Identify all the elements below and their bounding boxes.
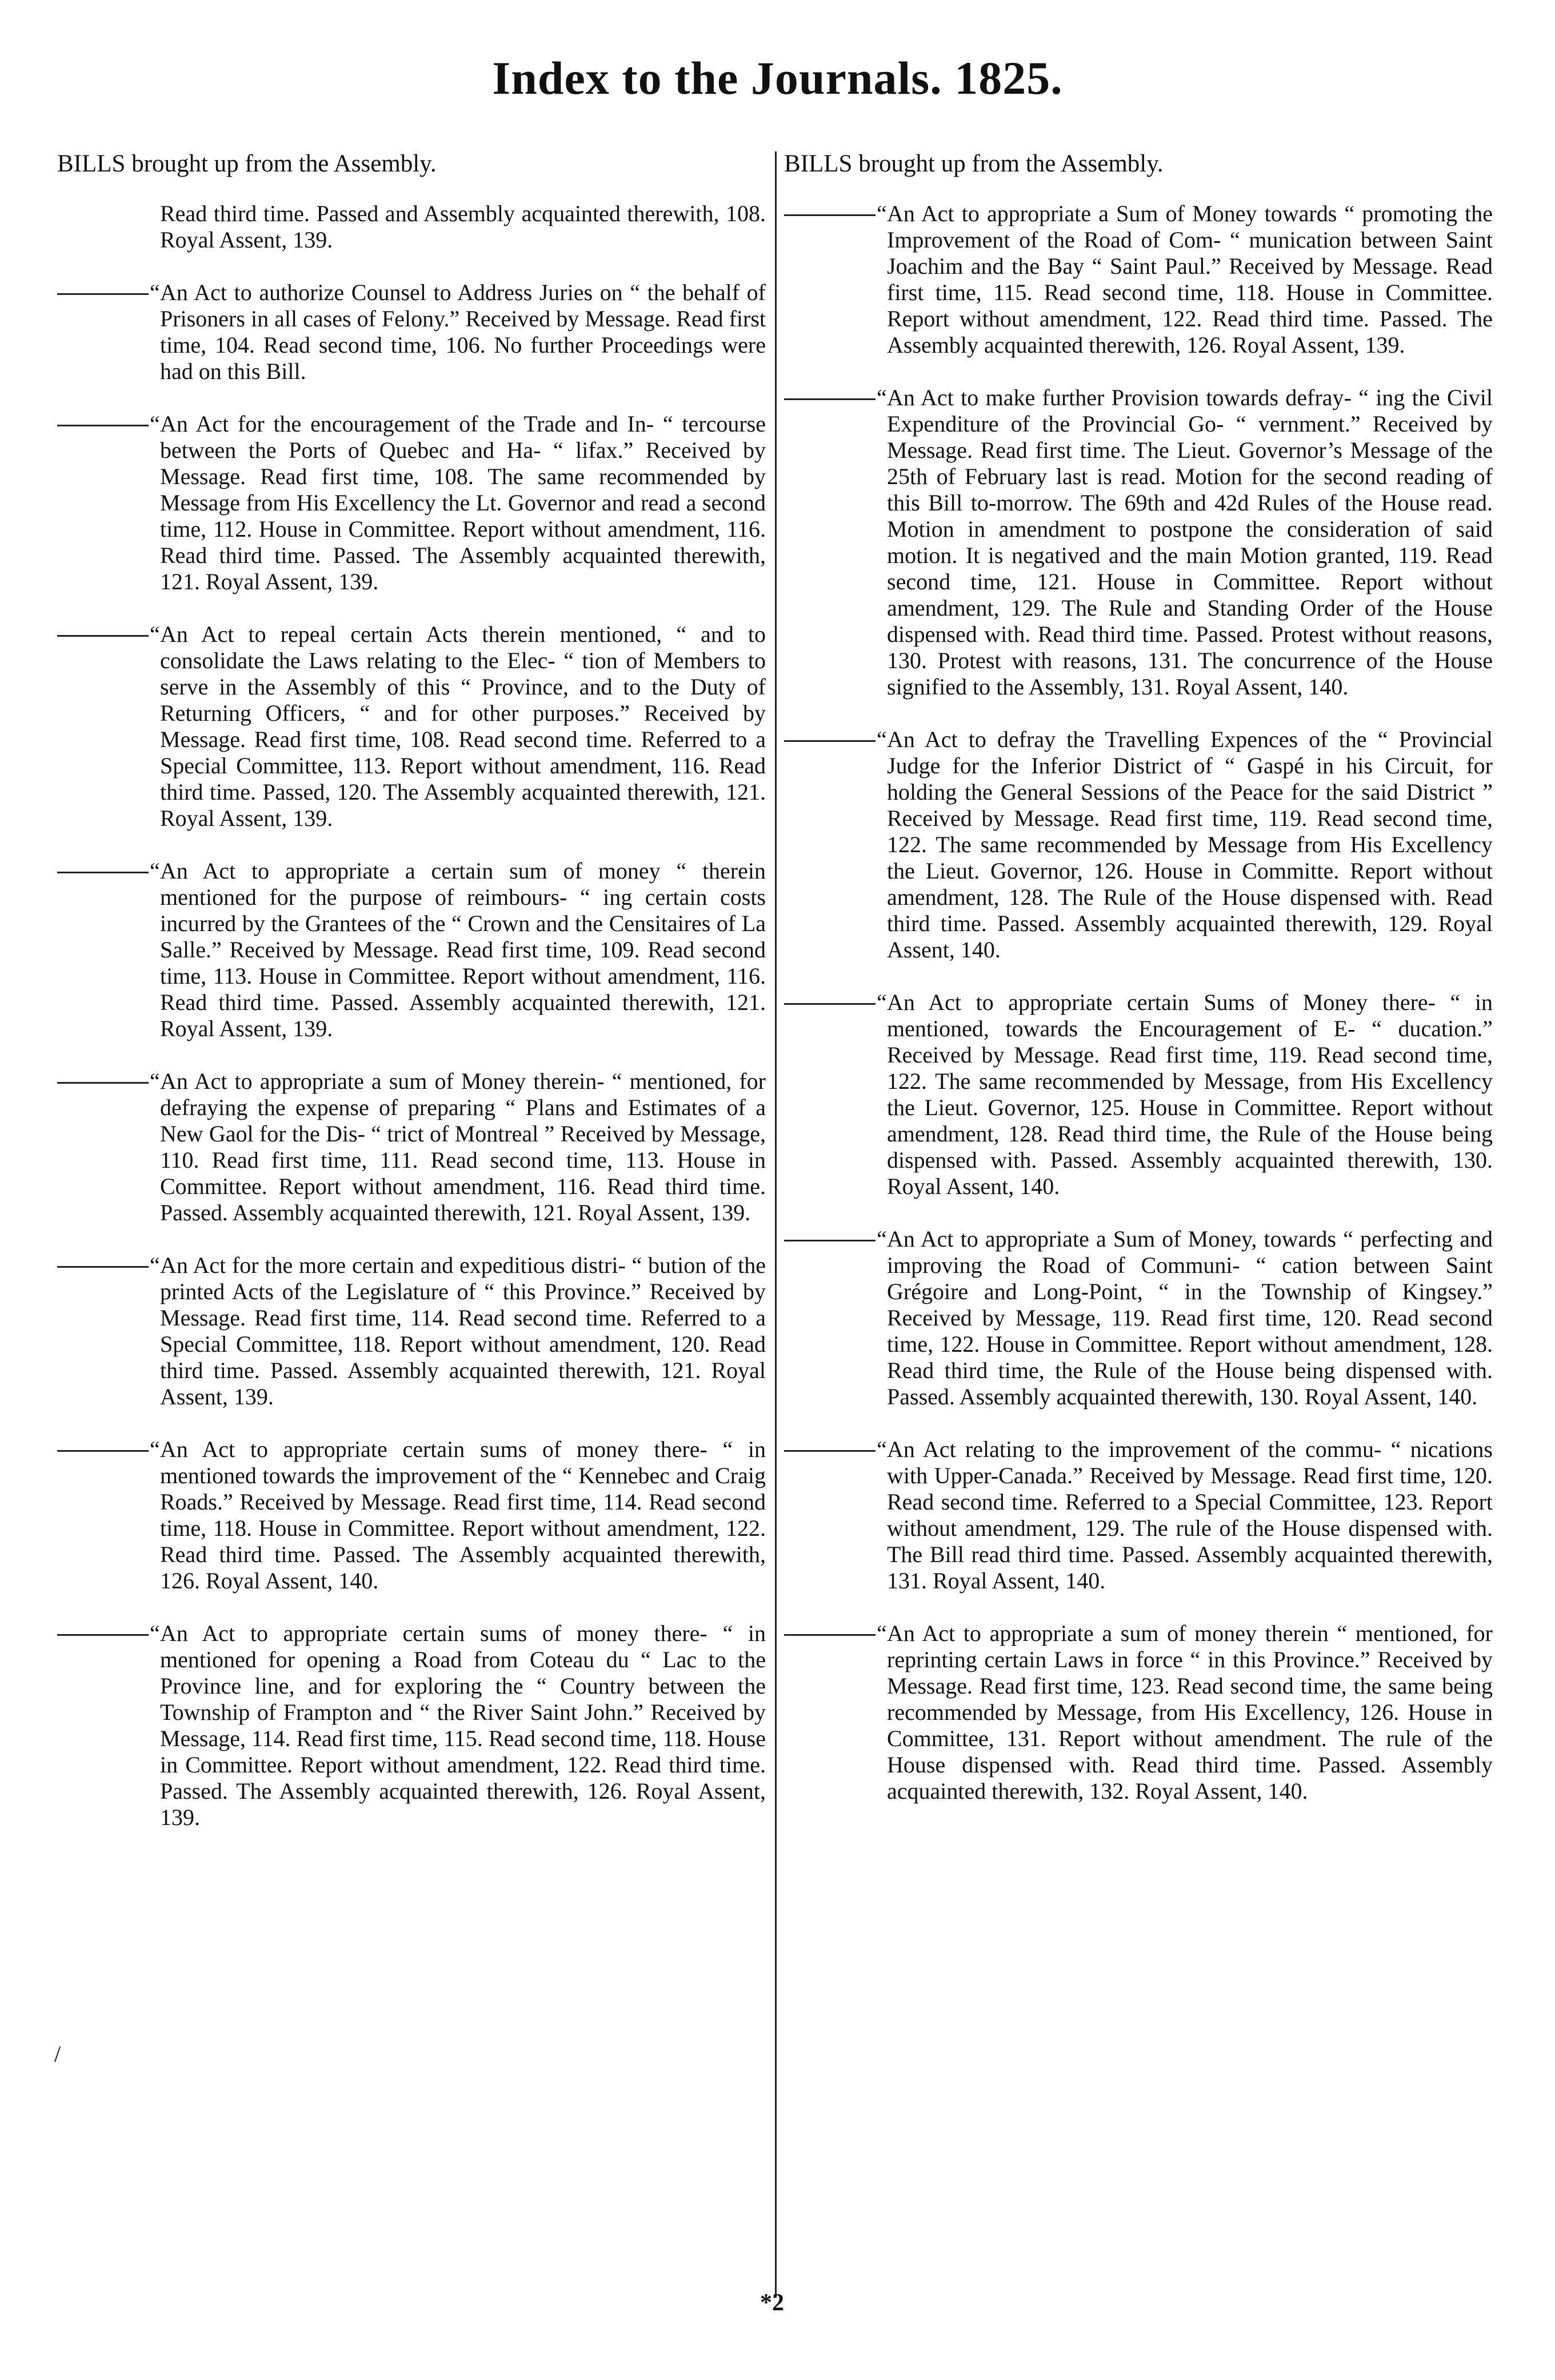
- bill-entry: “ An Act to repeal certain Acts therein mentioned, “ and to consolidate the Laws relating to the Elec- “ tion of Members to serve in the Assembly of this “ Province, and to the Duty of Returning Officers, “ and for other purposes.” Received by Message. Read first time, 108. Read second time. Referred to a Special Committee, 113. Report without amendment, 116. Read third time. Passed, 120. The Assembly acquainted therewith, 121. Royal Assent, 139.: [57, 621, 766, 832]
- bill-entry: “ An Act to appropriate a certain sum of money “ therein mentioned for the purpose of reimbours- “ ing certain costs incurred by the Grantees of the “ Crown and the Censitaires of La Salle.” Received by Message. Read first time, 109. Read second time, 113. House in Committee. Report without amendment, 116. Read third time. Passed. Assembly acquainted therewith, 121. Royal Assent, 139.: [57, 858, 766, 1042]
- bill-entry-text: An Act to appropriate a Sum of Money towards “ promoting the Improvement of the Road of Com- “ munication between Saint Joachim and the Bay “ Saint Paul.” Received by Message. Read first time, 115. Read second time, 118. House in Committee. Report without amendment, 122. Read third time. Passed. The Assembly acquainted therewith, 126. Royal Assent, 139.: [887, 201, 1493, 358]
- bill-entry-text: An Act for the encouragement of the Trade and In- “ tercourse between the Ports of Quebec and Ha- “ lifax.” Received by Message. Read first time, 108. The same recommended by Message from His Excellency the Lt. Governor and read a second time, 112. House in Committee. Report without amendment, 116. Read third time. Passed. The Assembly acquainted therewith, 121. Royal Assent, 139.: [160, 411, 766, 594]
- left-column-heading: BILLS brought up from the Assembly.: [57, 150, 437, 177]
- bill-entry: “ An Act to appropriate a sum of Money therein- “ mentioned, for defraying the expense of preparing “ Plans and Estimates of a New Gaol for the Dis- “ trict of Montreal ” Received by Message, 110. Read first time, 111. Read second time, 113. House in Committee. Report without amendment, 116. Read third time. Passed. Assembly acquainted therewith, 121. Royal Assent, 139.: [57, 1068, 766, 1226]
- bill-entry-text: An Act to make further Provision towards defray- “ ing the Civil Expenditure of the Provincial Go- “ vernment.” Received by Message. Read first time. The Lieut. Governor’s Message of the 25th of February last is read. Motion for the second reading of this Bill to-morrow. The 69th and 42d Rules of the House read. Motion in amendment to postpone the consideration of said motion. It is negatived and the main Motion granted, 119. Read second time, 121. House in Committee. Report without amendment, 129. The Rule and Standing Order of the House dispensed with. Read third time. Passed. Protest without reasons, 130. Protest with reasons, 131. The concurrence of the House signified to the Assembly, 131. Royal Assent, 140.: [887, 385, 1493, 700]
- page-title: Index to the Journals. 1825.: [492, 52, 1063, 104]
- margin-mark: /: [54, 2041, 61, 2067]
- bill-entry: “ An Act to appropriate certain sums of money there- “ in mentioned towards the improvement of the “ Kennebec and Craig Roads.” Received by Message. Read first time, 114. Read second time, 118. House in Committee. Report without amendment, 122. Read third time. Passed. The Assembly acquainted therewith, 126. Royal Assent, 140.: [57, 1436, 766, 1594]
- bill-entry-text: An Act to appropriate certain Sums of Money there- “ in mentioned, towards the Encouragement of E- “ ducation.” Received by Message. Read first time, 119. Read second time, 122. The same recommended by Message, from His Excellency the Lieut. Governor, 125. House in Committee. Report without amendment, 128. Read third time, the Rule of the House being dispensed with. Passed. Assembly acquainted therewith, 130. Royal Assent, 140.: [887, 989, 1493, 1199]
- bill-entry: “ An Act to appropriate certain sums of money there- “ in mentioned for opening a Road from Coteau du “ Lac to the Province line, and for exploring the “ Country between the Township of Frampton and “ the River Saint John.” Received by Message, 114. Read first time, 115. Read second time, 118. House in Committee. Report without amendment, 122. Read third time. Passed. The Assembly acquainted therewith, 126. Royal Assent, 139.: [57, 1620, 766, 1831]
- bill-entry-text: An Act relating to the improvement of the commu- “ nications with Upper-Canada.” Received by Message. Read first time, 120. Read second time. Referred to a Special Committee, 123. Report without amendment, 129. The rule of the House dispensed with. The Bill read third time. Passed. Assembly acquainted therewith, 131. Royal Assent, 140.: [887, 1436, 1493, 1594]
- bill-entry: “ An Act to make further Provision towards defray- “ ing the Civil Expenditure of the Provincial Go- “ vernment.” Received by Message. Read first time. The Lieut. Governor’s Message of the 25th of February last is read. Motion for the second reading of this Bill to-morrow. The 69th and 42d Rules of the House read. Motion in amendment to postpone the consideration of said motion. It is negatived and the main Motion granted, 119. Read second time, 121. House in Committee. Report without amendment, 129. The Rule and Standing Order of the House dispensed with. Read third time. Passed. Protest without reasons, 130. Protest with reasons, 131. The concurrence of the House signified to the Assembly, 131. Royal Assent, 140.: [784, 385, 1493, 700]
- bill-entry: “ An Act to defray the Travelling Expences of the “ Provincial Judge for the Inferior District of “ Gaspé in his Circuit, for holding the General Sessions of the Peace for the said District ” Received by Message. Read first time, 119. Read second time, 122. The same recommended by Message from His Excellency the Lieut. Governor, 126. House in Committe. Report without amendment, 128. The Rule of the House dispensed with. Read third time. Passed. Assembly acquainted therewith, 129. Royal Assent, 140.: [784, 726, 1493, 963]
- bill-entry-text: An Act to appropriate certain sums of money there- “ in mentioned for opening a Road from Coteau du “ Lac to the Province line, and for exploring the “ Country between the Township of Frampton and “ the River Saint John.” Received by Message, 114. Read first time, 115. Read second time, 118. House in Committee. Report without amendment, 122. Read third time. Passed. The Assembly acquainted therewith, 126. Royal Assent, 139.: [160, 1620, 766, 1830]
- bill-entry: “ An Act to appropriate certain Sums of Money there- “ in mentioned, towards the Encouragement of E- “ ducation.” Received by Message. Read first time, 119. Read second time, 122. The same recommended by Message, from His Excellency the Lieut. Governor, 125. House in Committee. Report without amendment, 128. Read third time, the Rule of the House being dispensed with. Passed. Assembly acquainted therewith, 130. Royal Assent, 140.: [784, 989, 1493, 1200]
- bill-entry: “ An Act to appropriate a Sum of Money towards “ promoting the Improvement of the Road of Com- “ munication between Saint Joachim and the Bay “ Saint Paul.” Received by Message. Read first time, 115. Read second time, 118. House in Committee. Report without amendment, 122. Read third time. Passed. The Assembly acquainted therewith, 126. Royal Assent, 139.: [784, 201, 1493, 358]
- bill-entry: “ An Act for the more certain and expeditious distri- “ bution of the printed Acts of the Legislature of “ this Province.” Received by Message. Read first time, 114. Read second time. Referred to a Special Committee, 118. Report without amendment, 120. Read third time. Passed. Assembly acquainted therewith, 121. Royal Assent, 139.: [57, 1252, 766, 1410]
- bill-entry: “ An Act for the encouragement of the Trade and In- “ tercourse between the Ports of Quebec and Ha- “ lifax.” Received by Message. Read first time, 108. The same recommended by Message from His Excellency the Lt. Governor and read a second time, 112. House in Committee. Report without amendment, 116. Read third time. Passed. The Assembly acquainted therewith, 121. Royal Assent, 139.: [57, 411, 766, 595]
- bill-entry-text: An Act to appropriate a certain sum of money “ therein mentioned for the purpose of reimbours- “ ing certain costs incurred by the Grantees of the “ Crown and the Censitaires of La Salle.” Received by Message. Read first time, 109. Read second time, 113. House in Committee. Report without amendment, 116. Read third time. Passed. Assembly acquainted therewith, 121. Royal Assent, 139.: [160, 858, 766, 1041]
- bill-entry-text: An Act to repeal certain Acts therein mentioned, “ and to consolidate the Laws relating to the Elec- “ tion of Members to serve in the Assembly of this “ Province, and to the Duty of Returning Officers, “ and for other purposes.” Received by Message. Read first time, 108. Read second time. Referred to a Special Committee, 113. Report without amendment, 116. Read third time. Passed, 120. The Assembly acquainted therewith, 121. Royal Assent, 139.: [160, 621, 766, 831]
- right-column-heading: BILLS brought up from the Assembly.: [784, 150, 1164, 177]
- bill-entry-text: An Act to defray the Travelling Expences of the “ Provincial Judge for the Inferior District of “ Gaspé in his Circuit, for holding the General Sessions of the Peace for the said District ” Received by Message. Read first time, 119. Read second time, 122. The same recommended by Message from His Excellency the Lieut. Governor, 126. House in Committe. Report without amendment, 128. The Rule of the House dispensed with. Read third time. Passed. Assembly acquainted therewith, 129. Royal Assent, 140.: [887, 726, 1493, 963]
- bill-entry-text: An Act to authorize Counsel to Address Juries on “ the behalf of Prisoners in all cases of Felony.” Received by Message. Read first time, 104. Read second time, 106. No further Proceedings were had on this Bill.: [160, 279, 766, 384]
- bill-entry-text: Read third time. Passed and Assembly acquainted therewith, 108. Royal Assent, 139.: [160, 201, 766, 253]
- bill-entry: “ An Act to appropriate a Sum of Money, towards “ perfecting and improving the Road of Communi- “ cation between Saint Grégoire and Long-Point, “ in the Township of Kingsey.” Received by Message, 119. Read first time, 120. Read second time, 122. House in Committee. Report without amendment, 128. Read third time, the Rule of the House being dispensed with. Passed. Assembly acquainted therewith, 130. Royal Assent, 140.: [784, 1226, 1493, 1410]
- left-column: [57, 150, 766, 1857]
- column-divider: [775, 151, 777, 2298]
- bill-entry-text: An Act for the more certain and expeditious distri- “ bution of the printed Acts of the Legislature of “ this Province.” Received by Message. Read first time, 114. Read second time. Referred to a Special Committee, 118. Report without amendment, 120. Read third time. Passed. Assembly acquainted therewith, 121. Royal Assent, 139.: [160, 1252, 766, 1409]
- bill-entry: “ An Act relating to the improvement of the commu- “ nications with Upper-Canada.” Received by Message. Read first time, 120. Read second time. Referred to a Special Committee, 123. Report without amendment, 129. The rule of the House dispensed with. The Bill read third time. Passed. Assembly acquainted therewith, 131. Royal Assent, 140.: [784, 1436, 1493, 1594]
- bill-entry: “ An Act to appropriate a sum of money therein “ mentioned, for reprinting certain Laws in force “ in this Province.” Received by Message. Read first time, 123. Read second time, the same being recommended by Message, from His Excellency, 126. House in Committee, 131. Report without amendment. The rule of the House dispensed with. Read third time. Passed. Assembly acquainted therewith, 132. Royal Assent, 140.: [784, 1620, 1493, 1804]
- bill-entry-text: An Act to appropriate a sum of Money therein- “ mentioned, for defraying the expense of preparing “ Plans and Estimates of a New Gaol for the Dis- “ trict of Montreal ” Received by Message, 110. Read first time, 111. Read second time, 113. House in Committee. Report without amendment, 116. Read third time. Passed. Assembly acquainted therewith, 121. Royal Assent, 139.: [160, 1068, 766, 1225]
- page-number: *2: [760, 2290, 784, 2316]
- bill-entry-text: An Act to appropriate a Sum of Money, towards “ perfecting and improving the Road of Communi- “ cation between Saint Grégoire and Long-Point, “ in the Township of Kingsey.” Received by Message, 119. Read first time, 120. Read second time, 122. House in Committee. Report without amendment, 128. Read third time, the Rule of the House being dispensed with. Passed. Assembly acquainted therewith, 130. Royal Assent, 140.: [887, 1226, 1493, 1409]
- right-column: [784, 150, 1493, 1831]
- bill-entry: [57, 201, 766, 253]
- bill-entry: “ An Act to authorize Counsel to Address Juries on “ the behalf of Prisoners in all cases of Felony.” Received by Message. Read first time, 104. Read second time, 106. No further Proceedings were had on this Bill.: [57, 279, 766, 385]
- bill-entry-text: An Act to appropriate a sum of money therein “ mentioned, for reprinting certain Laws in force “ in this Province.” Received by Message. Read first time, 123. Read second time, the same being recommended by Message, from His Excellency, 126. House in Committee, 131. Report without amendment. The rule of the House dispensed with. Read third time. Passed. Assembly acquainted therewith, 132. Royal Assent, 140.: [887, 1620, 1493, 1804]
- bill-entry-text: An Act to appropriate certain sums of money there- “ in mentioned towards the improvement of the “ Kennebec and Craig Roads.” Received by Message. Read first time, 114. Read second time, 118. House in Committee. Report without amendment, 122. Read third time. Passed. The Assembly acquainted therewith, 126. Royal Assent, 140.: [160, 1436, 766, 1594]
